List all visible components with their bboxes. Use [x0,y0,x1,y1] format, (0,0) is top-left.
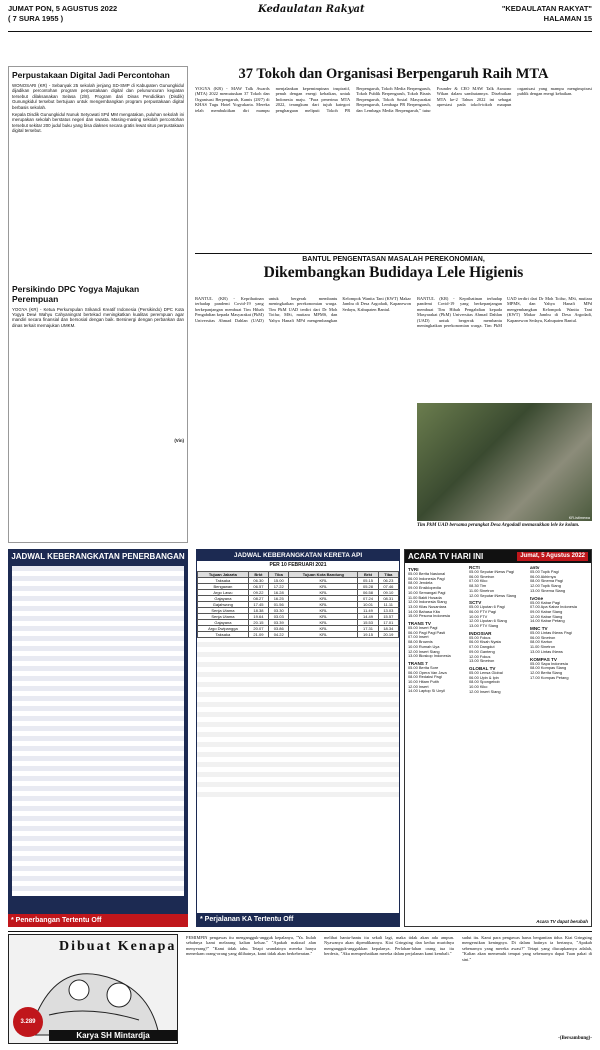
tv-program: 13.00 FTV Siang [469,623,499,629]
tv-program: 05.00 Liputan 6 Pagi [469,604,505,610]
tv-channel-name: SCTV [469,600,482,606]
lele-photo [417,403,592,521]
tv-program: 09.00 Kabar Siang [530,608,563,614]
train-cell: 07.24 [358,596,378,602]
train-cell: KRL [289,596,358,602]
train-cell: 13.03 [378,608,398,614]
tv-date: Jumat, 5 Agustus 2022 [517,552,588,561]
tv-program: 13.00 Lintas iNews [530,648,563,654]
tv-program: 05.00 Fokus [469,634,491,640]
tv-program: 05.00 Kabar Pagi [530,599,561,605]
train-cell: Taksaka [198,578,249,584]
headline-perpustakaan: Perpustakaan Digital Jadi Percontohan [12,70,170,80]
train-cell: 17.31 [358,626,378,632]
train-cell: Taksaka [198,632,249,638]
train-cell: Senja Utama [198,608,249,614]
tv-channel [469,565,527,598]
serial-col-3: sudut itu. Kami para pengawas harus bergantian tidur. Kiai Gringsing mengerutkan keningnya. Di dalam hatinya ia bertanya, "Apakah sebenarnya yang mereka awasi?" Tetapi yang diucapkannya adalah, "Kalian akan memenuhi tempat yang sebenarnya dapat Tuan pakai di sini." [462,935,592,962]
tv-program: 08.00 Kartun [530,639,553,645]
tv-program: 10.00 Rumah Uya [408,643,440,649]
tv-channel [530,657,588,681]
train-cell: Argo Dwipangga [198,626,249,632]
train-cell: 03.86 [269,626,289,632]
serial-rule [8,931,592,932]
train-cell: KRL [289,632,358,638]
train-cell: 15.53 [358,620,378,626]
train-cell: 17.45 [248,602,268,608]
tv-channel [408,661,466,694]
tv-program: 14.00 Bahasa Kita [408,608,440,614]
tv-program: 12.00 Topik Siang [530,583,561,589]
javanese-date: ( 7 SURA 1955 ) [8,14,64,23]
train-cell: 08.27 [248,596,268,602]
serial-sign: -(Bersambung)- [558,1036,592,1041]
tv-program: 13.00 Bioskop Indonesia [408,653,451,659]
train-cell: 16.25 [269,596,289,602]
headline-persikindo: Persikindo DPC Yogya Majukan Perempuan [12,283,140,304]
tv-program: 12.00 Insert Siang [408,648,440,654]
train-subtitle: PER 10 FEBRUARI 2021 [269,562,327,568]
tv-channel-name: GLOBAL TV [469,665,496,671]
tv-program: 05.00 Lintas iNews Pagi [530,630,572,636]
tv-program: 12.00 Fokus [469,653,491,659]
tv-program: 08.00 Redaksi Pagi [408,674,442,680]
tv-program: 17.00 Kompas Petang [530,674,569,680]
train-cell: 16.28 [269,590,289,596]
tv-program: 13.00 Sinema Siang [530,587,566,593]
tv-guide [404,549,592,927]
train-cell: 03.30 [269,608,289,614]
train-cell: 07.46 [378,584,398,590]
tv-channel-name: KOMPAS TV [530,656,557,662]
tv-program: 06.00 Upin & Ipin [469,674,499,680]
tv-channel-name: MNC TV [530,626,548,632]
tv-program: 05.00 Sapa Indonesia [530,660,568,666]
train-cell: KRL [289,602,358,608]
tv-program: 06.00 Opera Van Java [408,669,447,675]
tv-channel [530,596,588,625]
tv-program: 14.00 Kabar Petang [530,618,565,624]
tv-program: 12.00 Insert Siang [469,688,501,694]
train-cell: 19.15 [358,632,378,638]
tv-program: 06.00 Sinetron [530,634,556,640]
train-cell: 17.22 [269,584,289,590]
train-cell: KRL [289,584,358,590]
tv-footer: Acara TV dapat berubah [536,919,588,924]
train-cell: 15.00 [269,578,289,584]
tv-program: 14.00 Laptop Si Unyil [408,688,445,694]
train-cell: Gajayana [198,596,249,602]
train-cell: KRL [289,590,358,596]
lele-kicker: BANTUL PENGENTASAN MASALAH PEREKONOMIAN, [302,256,485,263]
serial-title: Dibuat Kenapa [59,939,177,954]
train-col-header: Brkt [248,572,268,578]
train-col-header: Tiba [378,572,398,578]
tv-program: 05.00 Topik Pagi [530,569,559,574]
tv-program: 07.00 Dangdut [469,644,495,650]
train-cell: 19.64 [248,614,268,620]
tv-channel-name: TVRI [408,567,419,572]
tv-program: 07.00 Apa Kabar Indonesia [530,604,577,610]
page-number: HALAMAN 15 [543,14,592,23]
train-cell: 11.11 [378,602,398,608]
tv-title: ACARA TV HARI INI [408,552,484,561]
tv-program: 15.00 Pesona Indonesia [408,613,450,619]
train-cell: 03.03 [269,614,289,620]
tv-program: 05.00 Seputar iNews Pagi [469,569,514,574]
tv-channel [469,666,527,695]
flight-table [12,566,184,896]
train-col-header: Brkt [358,572,378,578]
tv-program: 08.00 Sinema Pagi [530,578,563,584]
train-cell: Gajahwong [198,602,249,608]
article-paragraph: WONOSARI (KR) - Sebanyak 25 sekolah jenjang SD-SMP di Kabupaten Gunungkidul dijadikan percontohan program perpustakaan digital dan pelununcuran kegiatan tersebut dilaksanakan Selasa (2/8). Program dari Dinas Pendidikan (Disdik) Gunungkidul tersebut bertujuan untuk mengembangkan program perpustakaan digital berbasis sekolah. [12,83,184,110]
tv-program: 06.00 Indonesia Pagi [408,575,445,581]
serial-illustration [8,934,178,1044]
article-sign: (Vin) [174,438,184,444]
tv-program: 07.00 Kiko [469,578,488,584]
tv-channel-name: tvOne [530,595,544,601]
train-cell: 03.39 [269,620,289,626]
tv-channel-name: TRANS TV [408,621,431,627]
train-cell: 06.23 [378,578,398,584]
tv-program: 10.00 Semangat Pagi [408,589,446,595]
article-paragraph: Kepala Disdik Gunungkidul Nunuk Setyowati SPd MM mengatakan, puluhan sekolah ini merupakan sekolah berstatus negeri dan swasta. Masing-masing sekolah percontohan tersebut sekitar 200 judul buku yang bisa diakses secara gratis lewat situs perpustakaan digital tersebut. [12,112,184,134]
tv-program: 12.00 Liputan 6 Siang [469,618,507,624]
train-cell: Argo Lawu [198,590,249,596]
train-cell: KRL [289,626,358,632]
tv-program: 06.00 Pagi Pagi Pasti [408,629,446,635]
train-footer: * Perjalanan KA Tertentu Off [197,913,399,926]
tv-channel-name: RCTI [469,565,480,570]
train-cell: 20.07 [248,626,268,632]
tv-program: 11.00 Bakti Husada [408,594,442,600]
paper-name: "KEDAULATAN RAKYAT" [501,4,592,13]
train-cell: KRL [289,620,358,626]
tv-program: 08.30 Tim [469,583,487,589]
tv-program: 05.00 Lensa Global [469,669,503,675]
serial-byline: Karya SH Mintardja [49,1030,177,1041]
train-cell: 05.28 [358,584,378,590]
train-cell: 18.38 [248,608,268,614]
lele-article [195,256,592,282]
mta-body: YOGYA (KR) - MAW Talk Awards (MTA) 2022 memutuskan 37 Tokoh dan Organisasi Berpengaruh, Kamis (28/7) di KHAS Tugu Hotel Yogyakarta. Mereka telah membuktikan diri mampu menjalankan kepemimpinan inspiratif, penuh dengan energi kebaikan, untuk Indonesia maju. "Para penerima MTA 2022, terangkum dari tujuh kategori penghargaan meliputi Tokoh PR Berpengaruh, Tokoh Media Berpengaruh, Tokoh Publik Berpengaruh, Tokoh Bisnis Berpengaruh, Tokoh Sosial Masyarakat Berpengaruh, Lembaga PR Berpengaruh, dan Lembaga Media Berpengaruh," tutur Founder & CEO MAW Talk Asmono Wikan dalam sambutannya. Disebutkan MTA ke-2 Tahun 2022 ini sebagai apresiasi pada tokoh-tokoh maupun organisasi yang mampu menginspirasi publik dengan energi kebaikan. [195,86,592,113]
tv-program: 08.00 Kompas Siang [530,665,567,671]
lele-body-left: BANTUL (KR) - Keprihatinan terhadap pandemi Covid-19 yang berkepanjangan membuat Tim Hibah Pengabdian kepada Masyarakat (PkM) Universitas Ahmad Dahlan (UAD) untuk bergerak membantu meningkatkan perekonomian warga. Tim PkM UAD terdiri dari Dr Moh Toifur, MSi, mutiara MPMS, dan Yahya Hanafi MPd mengembangkan Kelompok Wanita Tani (KWT) Makar Jambu di Desa Argodadi, Kapanewon Sedayu, Kabupaten Bantul. [195,296,411,323]
tv-channel [469,600,527,629]
photo-credit: KR-istimewa [568,516,590,520]
tv-program: 11.00 Sinetron [530,644,556,650]
serial-col-2: melihat hantu-hantu itu sekali lagi, maka tidak akan ada ampun. Nyawanya akan dipendikannya. Kiai Gringsing dan kedua muridnya mengangguk-anggukkan kepalanya. Perlahan-lahan orang tua itu berdesis, "Aku memperhatikan mereka dalam perjalanan kami kembali." [324,935,454,957]
flight-footer: * Penerbangan Tertentu Off [8,914,188,927]
tv-program: 12.00 Kabar Siang [530,613,563,619]
tv-channel-name: TRANS 7 [408,660,428,666]
tv-program: 05.00 Insert Pagi [408,625,438,631]
tv-program: 07.00 Insert [408,634,429,640]
tv-program: 12.00 Insert [408,683,429,689]
train-cell: KRL [289,578,358,584]
newspaper-logo: Kedaulatan Rakyat [258,4,365,15]
article-filler [12,136,184,281]
train-cell: 08.31 [378,596,398,602]
train-cell: Gajayana [198,620,249,626]
train-cell: 20.15 [248,620,268,626]
train-table [197,571,399,638]
tv-channel [469,631,527,664]
train-col-header: Tujuan Jakarta [198,572,249,578]
serial-col-1: PEMIMPIN pengawas itu mengangguk-angguk kepalanya, "Ya. Itulah sebabnya kami melarang kalian keluar." "Apakah maksud alan menyerang?" "Kami tidak tahu. Tetapi seandainya mereka hanya menerkam orang-orang yang dilihatnya, kami tidak akan berkeberatan." [186,935,316,957]
photo-caption: Tim PkM UAD bersama perangkat Desa Argodadi memasukkan lele ke kolam. [417,523,580,528]
train-col-header: Tiba [269,572,289,578]
train-cell: 10.01 [358,602,378,608]
train-row [198,632,399,638]
tv-header [405,550,591,563]
tv-program: 06.00 Sinetron [469,573,495,579]
train-cell: 09.22 [248,590,268,596]
headline-lele: Dikembangkan Budidaya Lele Higienis [263,264,524,281]
train-cell: 18.34 [378,626,398,632]
flight-title: JADWAL KEBERANGKATAN PENERBANGAN [11,552,185,561]
train-schedule [196,549,400,927]
train-cell: 01.56 [269,602,289,608]
train-col-header: Tujuan Kota Bandung [289,572,358,578]
tv-program: 13.00 Kilas Nusantara [408,603,447,609]
tv-program: 05.00 Berita Sore [408,664,439,670]
train-cell: 17.01 [378,620,398,626]
tv-program: 06.00 Kisah Nyata [469,639,501,645]
train-cell: 09.10 [378,590,398,596]
train-cell: 14.49 [358,614,378,620]
train-cell: 06.58 [358,590,378,596]
train-cell: 06.30 [248,578,268,584]
tv-channel [530,626,588,655]
tv-program: 06.00 Akhirnya [530,573,556,579]
tv-channel [408,621,466,659]
article-paragraph: YOGYA (KR) - Ketua Perkumpulan Srikandi Kreatif Indonesia (Persikindo) DPC Kota Yogya Dewi Wahyu Cahyaningrat bertekad meningkatkan kualitas perempuan agar mandiri secara finansial dan bersosial dengan baik. Bersinergi dengan perbankan dan dinas terkait memajukan UMKM. [12,306,184,328]
train-cell: 05.15 [358,578,378,584]
train-cell: KRL [289,608,358,614]
tv-channel-name: antv [530,565,540,570]
tv-program: 08.00 Brownis [408,639,433,645]
tv-program: 11.00 Sinetron [469,587,495,593]
tv-program: 09.00 Ganteng [469,648,495,654]
left-news-box [8,66,188,543]
lele-body-right: BANTUL (KR) - Keprihatinan terhadap pandemi Covid-19 yang berkepanjangan membuat Tim Hibah Pengabdian kepada Masyarakat (PkM) Universitas Ahmad Dahlan (UAD) untuk bergerak membantu meningkatkan perekonomian warga. Tim PkM UAD terdiri dari Dr Moh Toifur, MSi, mutiara MPMS, dan Yahya Hanafi MPd mengembangkan Kelompok Wanita Tani (KWT) Makar Jambu di Desa Argodadi, Kapanewon Sedayu, Kabupaten Bantul. [417,296,592,329]
tv-channel [530,565,588,594]
tv-program: 05.00 Berita Nasional [408,571,446,576]
tv-program: 10.00 Kiko [469,684,488,690]
tv-channel [408,567,466,619]
tv-channel-list [405,563,591,913]
tv-program: 13.00 Sinetron [469,658,495,664]
section-rule [195,253,592,254]
train-table-extra [197,642,399,802]
issue-date: JUMAT PON, 5 AGUSTUS 2022 [8,4,118,13]
tv-program: 12.00 Seputar iNews Siang [469,592,517,598]
train-cell: 21.09 [248,632,268,638]
tv-program: 06.00 FTV Pagi [469,608,497,614]
train-cell: Senja Utama [198,614,249,620]
masthead-rule [8,31,592,32]
article-filler [12,328,184,438]
tv-program: 12.00 Indonesia Siang [408,599,447,605]
headline-mta: 37 Tokoh dan Organisasi Berpengaruh Raih MTA [238,66,549,82]
train-cell: KRL [289,614,358,620]
tv-channel-name: INDOSIAR [469,630,492,636]
tv-program: 08.00 Jendela [408,580,433,586]
train-cell: 11.49 [358,608,378,614]
train-cell: Bengawan [198,584,249,590]
tv-program: 08.00 Spongebob [469,679,500,685]
train-cell: 06.57 [248,584,268,590]
mta-article [195,66,592,234]
train-cell: 15.57 [378,614,398,620]
serial-number-badge: 3.289 [13,1007,43,1037]
train-cell: 20.19 [378,632,398,638]
tv-program: 12.00 Berita Siang [530,669,563,675]
flight-schedule [8,549,188,927]
tv-program: 09.00 Ensiklopedia [408,585,441,591]
tv-program: 10.00 Hitam Putih [408,679,439,685]
masthead [8,4,592,38]
train-cell: 04.22 [269,632,289,638]
train-title: JADWAL KEBERANGKATAN KERETA API [197,550,399,561]
tv-program: 10.00 FTV [469,613,488,619]
